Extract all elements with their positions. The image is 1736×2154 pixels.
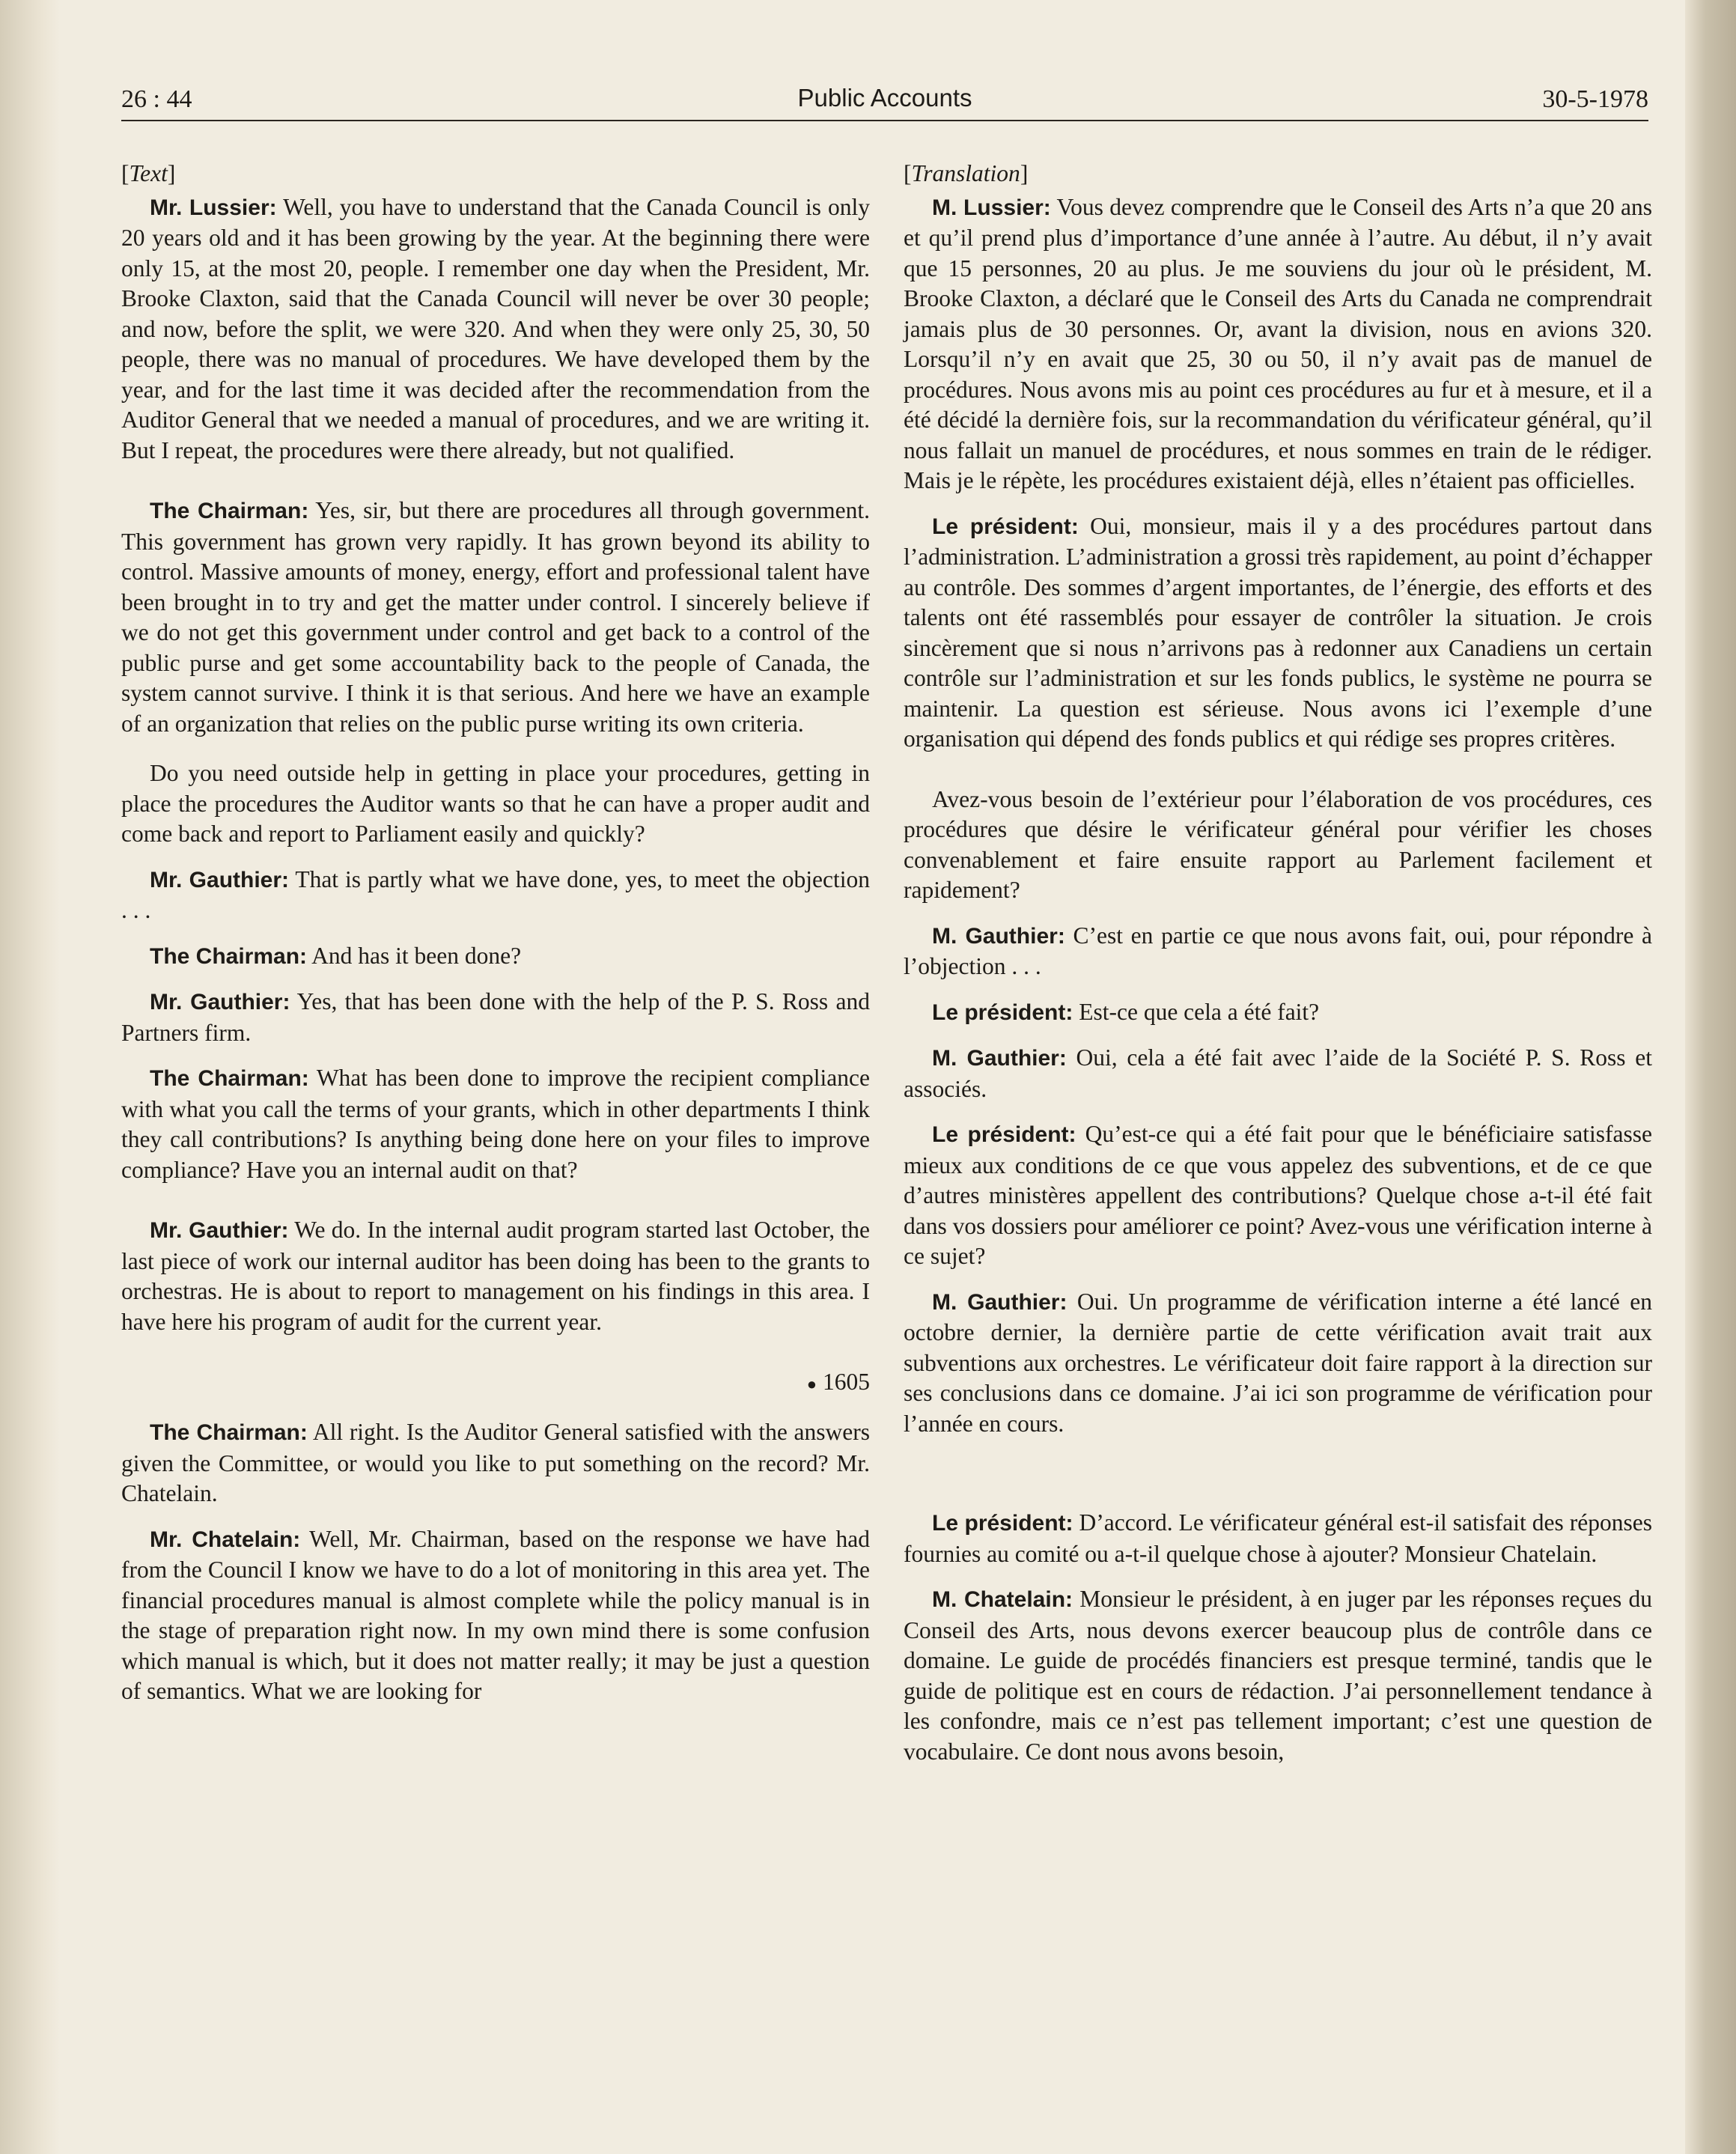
speaker-name: Le président: <box>932 514 1079 539</box>
statement <box>121 941 870 973</box>
page-shadow <box>0 0 60 2154</box>
statement-text: Well, you have to understand that the Canada Council is only 20 years old and it has been growing by the year. At the beginning there were only 15, at the most 20, people. I remember one day when the President, Mr. Brooke Claxton, said that the Canada Council will never be over 30 people; and now, before the split, we were 320. And when they were only 25, 30, 50 people, there was no manual of procedures. We have developed them by the year, and for the last time it was decided after the recommendation from the Auditor General that we needed a manual of procedures, and we are writing it. But I repeat, the procedures were there already, but not qualified. <box>121 193 870 463</box>
speaker-name: The Chairman: <box>150 499 309 523</box>
page-edge <box>1685 0 1736 2154</box>
statement-text: Qu’est-ce qui a été fait pour que le bénéficiaire satisfasse mieux aux conditions de ce que vous appelez des subventions, et de ce que d’autres ministères appellent des contributions? Quelque chose a-t-il été fait dans vos dossiers pour améliorer ce point? Avez-vous une vérification interne à ce sujet? <box>904 1121 1652 1269</box>
column-label-text: Translation <box>911 160 1020 186</box>
statement-text: Vous devez comprendre que le Conseil des Arts n’a que 20 ans et qu’il prend plus d’importance d’une année à l’autre. Au début, il n’y avait que 15 personnes, 20 au plus. Je me souviens du jour où le président, M. Brooke Claxton, a déclaré que le Conseil des Arts du Canada ne comprendrait jamais plus de 30 personnes. Or, avant la division, nous en avions 320. Lorsqu’il n’y en avait que 25, 30 ou 50, il n’y avait pas de manuel de procédures. Nous avons mis au point ces procédures au fur et à mesure, et il a été décidé la dernière fois, sur la recommandation du vérificateur général, qu’il nous fallait un manuel de procédures, et nous sommes en train de le rédiger. Mais je le répète, les procédures existaient déjà, elles n’étaient pas officielles. <box>904 193 1653 493</box>
statement-text: That is partly what we have done, yes, to meet the objection . . . <box>121 865 870 923</box>
statement-text: C’est en partie ce que nous avons fait, oui, pour répondre à l’objection . . . <box>904 922 1652 979</box>
statement <box>121 1524 870 1707</box>
statement <box>904 1508 1652 1569</box>
speaker-name: The Chairman: <box>150 943 308 969</box>
statement <box>121 865 870 926</box>
statement <box>121 192 870 466</box>
statement-text: What has been done to improve the recipient compliance with what you call the terms of your grants, which in other departments I think they call contributions? Is anything being done here on your files to improve compliance? Have you an internal audit on that? <box>121 1065 871 1183</box>
speaker-name: Mr. Gauthier: <box>150 867 290 892</box>
speaker-name: Le président: <box>932 1511 1073 1536</box>
speaker-name: M. Chatelain: <box>932 1587 1073 1612</box>
header-rule <box>121 120 1648 121</box>
bullet-icon: ● <box>806 1374 817 1393</box>
statement <box>904 1584 1652 1767</box>
statement-text: Oui, cela a été fait avec l’aide de la Société P. S. Ross et associés. <box>904 1044 1652 1102</box>
column-label-text: Text <box>129 160 168 186</box>
speaker-name: Mr. Chatelain: <box>150 1527 301 1552</box>
time-marker <box>121 1367 870 1399</box>
statement-text: Est-ce que cela a été fait? <box>1073 998 1320 1025</box>
statement-text: And has it been done? <box>307 942 522 969</box>
statement <box>121 1215 870 1337</box>
speaker-name: M. Gauthier: <box>932 1046 1067 1071</box>
speaker-name: M. Gauthier: <box>932 923 1065 949</box>
statement <box>904 1287 1652 1440</box>
page-number: 26 : 44 <box>121 85 192 113</box>
statement <box>904 997 1652 1029</box>
speaker-name: The Chairman: <box>150 1066 309 1091</box>
statement-text: We do. In the internal audit program started last October, the last piece of work our internal auditor has been doing has been to the grants to orchestras. He is about to report to management on his findings in this area. I have here his program of audit for the current year. <box>121 1217 870 1335</box>
speaker-name: M. Lussier: <box>932 195 1051 220</box>
statement <box>904 1119 1652 1272</box>
statement-text: D’accord. Le vérificateur général est-il satisfait des réponses fournies au comité ou a-t-il quelque chose à ajouter? Monsieur Chatelain. <box>904 1509 1652 1567</box>
statement: Do you need outside help in getting in place your procedures, getting in place the procedures the Auditor wants so that he can have a proper audit and come back and report to Parliament easily and quickly? <box>121 760 870 847</box>
statement <box>121 1063 870 1185</box>
speaker-name: Le président: <box>932 1000 1073 1025</box>
statement-text: Yes, that has been done with the help of the P. S. Ross and Partners firm. <box>121 988 870 1046</box>
statement <box>904 192 1652 496</box>
statement-text: Monsieur le président, à en juger par les réponses reçues du Conseil des Arts, nous devons exercer beaucoup plus de contrôle dans ce domaine. Le guide de procédés financiers est presque terminé, tandis que le guide de politique est en cours de rédaction. J’ai personnellement tendance à les confondre, mais ce n’est pas tellement important; c’est une question de vocabulaire. Ce dont nous avons besoin, <box>904 1586 1653 1765</box>
statement-text: Yes, sir, but there are procedures all through government. This government has grown very rapidly. It has grown beyond its ability to control. Massive amounts of money, energy, effort and professional talent have been brought in to try and get the matter under control. I sincerely believe if we do not get this government under control and get back to a control of the public purse and get some accountability back to the people of Canada, the system cannot survive. I think it is that serious. And here we have an example of an organization that relies on the public purse writing its own criteria. <box>121 497 870 737</box>
statement-text: Oui. Un programme de vérification interne a été lancé en octobre dernier, la dernière partie de cette vérification avait trait aux subventions aux orchestres. Le vérificateur doit faire rapport à la direction sur ses conclusions dans ce domaine. J’ai ici son programme de vérification pour l’année en cours. <box>904 1288 1652 1437</box>
speaker-name: Mr. Lussier: <box>150 195 277 220</box>
statement-text: Oui, monsieur, mais il y a des procédures partout dans l’administration. L’administration a grossi très rapidement, au point d’échapper au contrôle. Des sommes d’argent importantes, de l’énergie, des efforts et des talents ont été rassemblés pour essayer de contrôler la situation. Je crois sincèrement que si nous n’arrivons pas à redonner aux Canadiens un certain contrôle sur l’administration et sur les fonds publics, le système ne pourra se maintenir. La question est sérieuse. Nous avons ici l’exemple d’une organisation qui dépend des fonds publics et qui rédige ses propres critères. <box>904 512 1652 752</box>
statement <box>121 987 870 1048</box>
column-label: [Text] <box>121 160 176 186</box>
french-column <box>904 159 1652 2135</box>
statement-text: All right. Is the Auditor General satisfied with the answers given the Committee, or would you like to put something on the record? Mr. Chatelain. <box>121 1419 870 1507</box>
statement: Avez-vous besoin de l’extérieur pour l’élaboration de vos procédures, ces procédures que désire le vérificateur général pour vérifier les choses convenablement et faire ensuite rapport au Parlement facilement et rapidement? <box>904 785 1652 903</box>
speaker-name: Mr. Gauthier: <box>150 1218 289 1243</box>
statement <box>904 511 1652 755</box>
issue-date: 30-5-1978 <box>1542 85 1648 113</box>
speaker-name: Mr. Gauthier: <box>150 990 290 1014</box>
statement-text: Well, Mr. Chairman, based on the response we have had from the Council I know we have to do a lot of monitoring in this area yet. The financial procedures manual is almost complete while the policy manual is in the stage of preparation right now. In my own mind there is some confusion which manual is which, but it does not matter really; it may be just a question of semantics. What we are looking for <box>121 1525 870 1705</box>
running-header <box>121 81 1648 123</box>
column-label: [Translation] <box>904 160 1029 186</box>
speaker-name: The Chairman: <box>150 1420 308 1446</box>
speaker-name: Le président: <box>932 1122 1076 1147</box>
statement <box>121 496 870 739</box>
time-marker-text: 1605 <box>823 1369 870 1395</box>
statement <box>121 1417 870 1509</box>
speaker-name: M. Gauthier: <box>932 1289 1068 1315</box>
english-column <box>121 159 870 2135</box>
publication-title: Public Accounts <box>797 84 972 112</box>
statement <box>904 1043 1652 1104</box>
statement <box>904 921 1652 982</box>
